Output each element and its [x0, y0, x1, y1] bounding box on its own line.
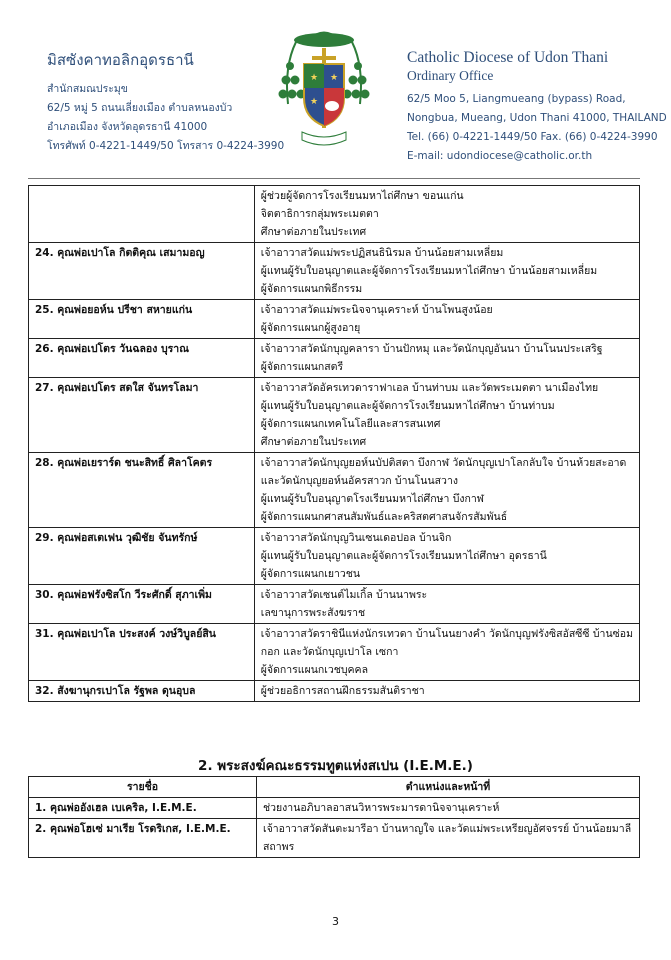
duties-cell [257, 798, 640, 819]
priest-name: 1. คุณพ่ออังเฮล เบเคริล, I.E.M.E. [29, 798, 257, 819]
duty-line: ศึกษาต่อภายในประเทศ [260, 226, 367, 238]
table-row [29, 339, 640, 378]
diocese-name-thai: มิสซังคาทอลิกอุดรธานี [47, 51, 194, 69]
duty-line: ผู้แทนผู้รับใบอนุญาตและผู้จัดการโรงเรียนมหาไถ่ศึกษา บ้านน้อยสามเหลี่ยม [260, 265, 598, 277]
table-row [29, 819, 640, 858]
section-title: 2. พระสงฆ์คณะธรรมทูตแห่งสเปน (I.E.M.E.) [198, 758, 473, 774]
address-line1-thai: 62/5 หมู่ 5 ถนนเลี่ยงเมือง ตำบลหนองบัว [47, 102, 233, 114]
header-english [407, 48, 667, 166]
duties-cell [254, 453, 639, 528]
phone-english: Tel. (66) 0-4221-1449/50 Fax. (66) 0-4224-3990 [407, 131, 658, 143]
svg-text:★: ★ [309, 97, 319, 107]
duty-line: เจ้าอาวาสวัดแม่พระนิจจานุเคราะห์ บ้านโพนสูงน้อย [260, 304, 493, 316]
duty-line: เจ้าอาวาสวัดนักบุญยอห์นบัปติสตา บึงกาฬ วัดนักบุญเปาโลกลับใจ บ้านห้วยสะอาด [260, 457, 627, 469]
priest-name: 2. คุณพ่อโฮเซ่ มาเรีย โรดริเกส, I.E.M.E. [29, 819, 257, 858]
table-row [29, 186, 640, 243]
duty-line: ศึกษาต่อภายในประเทศ [260, 436, 367, 448]
priest-name: 29. คุณพ่อสเตเฟน วุฒิชัย จันทรักษ์ [29, 528, 255, 585]
column-header-name: รายชื่อ [29, 777, 257, 798]
duties-cell [254, 186, 639, 243]
address-line1-english: 62/5 Moo 5, Liangmueang (bypass) Road, [407, 93, 626, 105]
table-row [29, 528, 640, 585]
priest-name: 25. คุณพ่อยอห์น ปรีชา สหายแก่น [29, 300, 255, 339]
priest-name: 27. คุณพ่อเปโตร สดใส จันทรโลมา [29, 378, 255, 453]
duty-line: ผู้จัดการแผนกพิธีกรรม [260, 283, 363, 295]
table-row [29, 243, 640, 300]
svg-text:★: ★ [329, 73, 339, 83]
priest-name [29, 186, 255, 243]
duty-line: เจ้าอาวาสวัดแม่พระปฏิสนธินิรมล บ้านน้อยสามเหลี่ยม [260, 247, 504, 259]
table-row [29, 624, 640, 681]
duties-cell [254, 243, 639, 300]
duty-line: ผู้แทนผู้รับใบอนุญาตโรงเรียนมหาไถ่ศึกษา บึงกาฬ [260, 493, 484, 505]
duties-cell [254, 624, 639, 681]
duty-line: และวัดนักบุญยอห์นอัครสาวก บ้านโนนสวาง [260, 475, 458, 487]
duty-line: ผู้ช่วยอธิการสถานฝึกธรรมสันติราชา [260, 685, 425, 697]
duty-line: เจ้าอาวาสวัดสันตะมารีอา บ้านหาญใจ และวัดแม่พระเหรียญอัศจรรย์ บ้านน้อยมาลี [263, 823, 632, 835]
svg-text:★: ★ [309, 73, 319, 83]
table-row [29, 798, 640, 819]
duties-cell [254, 339, 639, 378]
header-thai [47, 48, 285, 156]
address-line2-thai: อำเภอเมือง จังหวัดอุดรธานี 41000 [47, 121, 208, 133]
email: E-mail: udondiocese@catholic.or.th [407, 150, 593, 162]
duties-cell [254, 681, 639, 702]
duty-line: ผู้จัดการแผนกเทคโนโลยีและสารสนเทศ [260, 418, 441, 430]
priest-name: 30. คุณพ่อฟรังซิสโก วีระศักดิ์ สุภาเพิ่ม [29, 585, 255, 624]
priest-name: 26. คุณพ่อเปโตร วันฉลอง บุราณ [29, 339, 255, 378]
priest-name: 28. คุณพ่อเยราร์ด ชนะสิทธิ์ ศิลาโคตร [29, 453, 255, 528]
duty-line: เจ้าอาวาสวัดอัครเทวดาราฟาเอล บ้านท่าบม และวัดพระเมตตา นาเมืองไทย [260, 382, 599, 394]
column-header-duty: ตำแหน่งและหน้าที่ [257, 777, 640, 798]
table-row [29, 681, 640, 702]
priest-name: 32. สังฆานุกรเปาโล รัฐพล ดุนอุบล [29, 681, 255, 702]
office-thai: สำนักสมณประมุข [47, 83, 128, 95]
duty-line: ผู้จัดการแผนกสตรี [260, 361, 344, 373]
duties-cell [254, 585, 639, 624]
duty-line: ผู้จัดการแผนกศาสนสัมพันธ์และคริสตศาสนจักรสัมพันธ์ [260, 511, 508, 523]
duty-line: ผู้แทนผู้รับใบอนุญาตและผู้จัดการโรงเรียนมหาไถ่ศึกษา อุดรธานี [260, 550, 547, 562]
address-line2-english: Nongbua, Mueang, Udon Thani 41000, THAILAND [407, 112, 667, 124]
duty-line: กอก และวัดนักบุญเปาโล เซกา [260, 646, 399, 658]
clergy-table [28, 185, 640, 702]
duties-cell [257, 819, 640, 858]
duty-line: เจ้าอาวาสวัดราชินีแห่งนักรเทวดา บ้านโนนยางคำ วัดนักบุญฟรังซิสอัสซีซี บ้านซ่อม [260, 628, 633, 640]
duty-line: ผู้จัดการแผนกเยาวชน [260, 568, 361, 580]
ieme-table [28, 776, 640, 858]
duty-line: ผู้จัดการแผนกเวชบุคคล [260, 664, 369, 676]
duties-cell [254, 528, 639, 585]
duties-cell [254, 378, 639, 453]
table-row [29, 300, 640, 339]
duty-line: เจ้าอาวาสวัดนักบุญคลารา บ้านปักหมุ และวัดนักบุญอันนา บ้านโนนประเสริฐ [260, 343, 603, 355]
duty-line: จิตตาธิการกลุ่มพระเมตตา [260, 208, 379, 220]
priest-name: 31. คุณพ่อเปาโล ประสงค์ วงษ์วิบูลย์สิน [29, 624, 255, 681]
duty-line: ผู้จัดการแผนกผู้สูงอายุ [260, 322, 361, 334]
header-divider [28, 178, 640, 179]
duty-line: เจ้าอาวาสวัดเซนต์ไมเกิ้ล บ้านนาพระ [260, 589, 428, 601]
duty-line: เจ้าอาวาสวัดนักบุญวินเซนเดอปอล บ้านจิก [260, 532, 452, 544]
coat-of-arms-logo [274, 26, 374, 156]
table-header-row [29, 777, 640, 798]
duties-cell [254, 300, 639, 339]
phone-thai: โทรศัพท์ 0-4221-1449/50 โทรสาร 0-4224-3990 [47, 140, 285, 152]
duty-line: สถาพร [263, 841, 295, 853]
table-row [29, 585, 640, 624]
table-row [29, 453, 640, 528]
table-row [29, 378, 640, 453]
office-english: Ordinary Office [407, 68, 494, 83]
duty-line: เลขานุการพระสังฆราช [260, 607, 366, 619]
duty-line: ผู้ช่วยผู้จัดการโรงเรียนมหาไถ่ศึกษา ขอนแก่น [260, 190, 464, 202]
page-number: 3 [332, 915, 339, 928]
diocese-name-english: Catholic Diocese of Udon Thani [407, 49, 609, 66]
duty-line: ผู้แทนผู้รับใบอนุญาตและผู้จัดการโรงเรียนมหาไถ่ศึกษา บ้านท่าบม [260, 400, 555, 412]
priest-name: 24. คุณพ่อเปาโล กิตติคุณ เสมามอญ [29, 243, 255, 300]
duty-line: ช่วยงานอภิบาลอาสนวิหารพระมารดานิจจานุเคราะห์ [263, 802, 500, 814]
